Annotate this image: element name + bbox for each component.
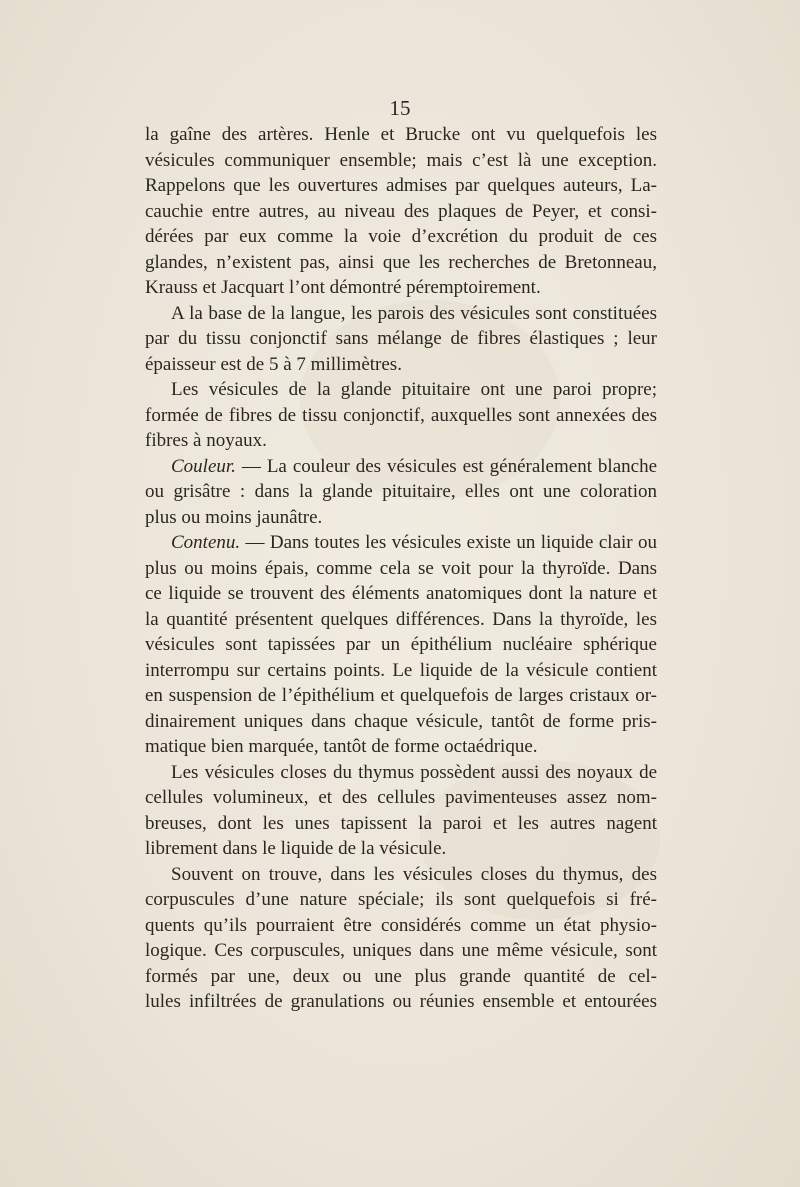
line-text: vésicules sont tapissées par un épithélium nucléaire sphérique (145, 634, 657, 655)
line-text: la gaîne des artères. Henle et Brucke ont vu quelquefois les (145, 124, 657, 145)
text-line (145, 632, 657, 658)
text-line (145, 377, 657, 403)
line-text: matique bien marquée, tantôt de forme octaédrique. (145, 736, 538, 757)
line-text: la quantité présentent quelques différences. Dans la thyroïde, les (145, 608, 657, 630)
text-line (145, 454, 657, 480)
text-line (145, 148, 657, 174)
line-text: Rappelons que les ouvertures admises par quelques auteurs, La- (145, 175, 657, 196)
line-text: dérées par eux comme la voie d’excrétion du produit de ces (145, 226, 657, 247)
line-text: Les vésicules closes du thymus possèdent aussi des noyaux de (171, 761, 657, 783)
text-line (145, 709, 657, 735)
line-text: lules infiltrées de granulations ou réunies ensemble et entourées (145, 991, 657, 1012)
line-text: Souvent on trouve, dans les vésicules closes du thymus, des (171, 863, 657, 885)
body-text (145, 122, 657, 1015)
text-line (145, 556, 657, 582)
line-text: Krauss et Jacquart l’ont démontré péremptoirement. (145, 277, 541, 298)
text-line (145, 836, 657, 862)
text-line (145, 734, 657, 760)
text-line (145, 785, 657, 811)
line-text: cellules volumineux, et des cellules pavimenteuses assez nom- (145, 787, 657, 808)
line-text: cauchie entre autres, au niveau des plaques de Peyer, et consi- (145, 200, 657, 222)
text-line (145, 479, 657, 505)
line-text: corpuscules d’une nature spéciale; ils sont quelquefois si fré- (145, 889, 657, 910)
text-line (145, 760, 657, 786)
text-line (145, 938, 657, 964)
text-line (145, 964, 657, 990)
section-heading: Couleur. (171, 455, 236, 477)
line-text: — La couleur des vésicules est généralement blanche (235, 455, 657, 477)
line-text: plus ou moins épais, comme cela se voit pour la thyroïde. Dans (145, 557, 657, 579)
text-line (145, 913, 657, 939)
text-line (145, 199, 657, 225)
line-text: interrompu sur certains points. Le liquide de la vésicule contient (145, 659, 657, 681)
text-line (145, 250, 657, 276)
line-text: par du tissu conjonctif sans mélange de fibres élastiques ; leur (145, 328, 657, 349)
line-text: plus ou moins jaunâtre. (145, 506, 323, 528)
paragraph-text (145, 122, 657, 1015)
text-line (145, 275, 657, 301)
line-text: glandes, n’existent pas, ainsi que les recherches de Bretonneau, (145, 251, 657, 273)
line-text: épaisseur est de 5 à 7 millimètres. (145, 353, 402, 375)
text-line (145, 862, 657, 888)
text-line (145, 173, 657, 199)
text-line (145, 428, 657, 454)
line-text: fibres à noyaux. (145, 430, 267, 451)
section-heading: Contenu. (171, 532, 241, 553)
text-line (145, 505, 657, 531)
line-text: logique. Ces corpuscules, uniques dans une même vésicule, sont (145, 940, 657, 961)
line-text: vésicules communiquer ensemble; mais c’est là une exception. (145, 149, 657, 171)
text-line (145, 326, 657, 352)
text-line (145, 581, 657, 607)
line-text: Les vésicules de la glande pituitaire ont une paroi propre; (171, 379, 657, 400)
page-number: 15 (389, 96, 411, 120)
text-line (145, 352, 657, 378)
line-text: ce liquide se trouvent des éléments anatomiques dont la nature et (145, 583, 657, 604)
line-text: librement dans le liquide de la vésicule. (145, 838, 447, 859)
text-line (145, 989, 657, 1015)
text-line (145, 683, 657, 709)
line-text: en suspension de l’épithélium et quelquefois de larges cristaux or- (145, 685, 657, 706)
line-text: ou grisâtre : dans la glande pituitaire, elles ont une coloration (145, 481, 657, 502)
text-line (145, 887, 657, 913)
line-text: quents qu’ils pourraient être considérés comme un état physio- (145, 914, 657, 936)
line-text: breuses, dont les unes tapissent la paroi et les autres nagent (145, 812, 657, 834)
line-text: dinairement uniques dans chaque vésicule, tantôt de forme pris- (145, 710, 657, 732)
text-line (145, 811, 657, 837)
line-text: A la base de la langue, les parois des vésicules sont constituées (171, 302, 657, 324)
line-text: formés par une, deux ou une plus grande quantité de cel- (145, 965, 657, 987)
text-line (145, 607, 657, 633)
text-line (145, 301, 657, 327)
text-line (145, 224, 657, 250)
line-text: — Dans toutes les vésicules existe un liquide clair ou (240, 532, 657, 553)
text-line (145, 658, 657, 684)
text-line (145, 403, 657, 429)
text-line (145, 122, 657, 148)
line-text: formée de fibres de tissu conjonctif, auxquelles sont annexées des (145, 404, 657, 426)
text-line (145, 530, 657, 556)
